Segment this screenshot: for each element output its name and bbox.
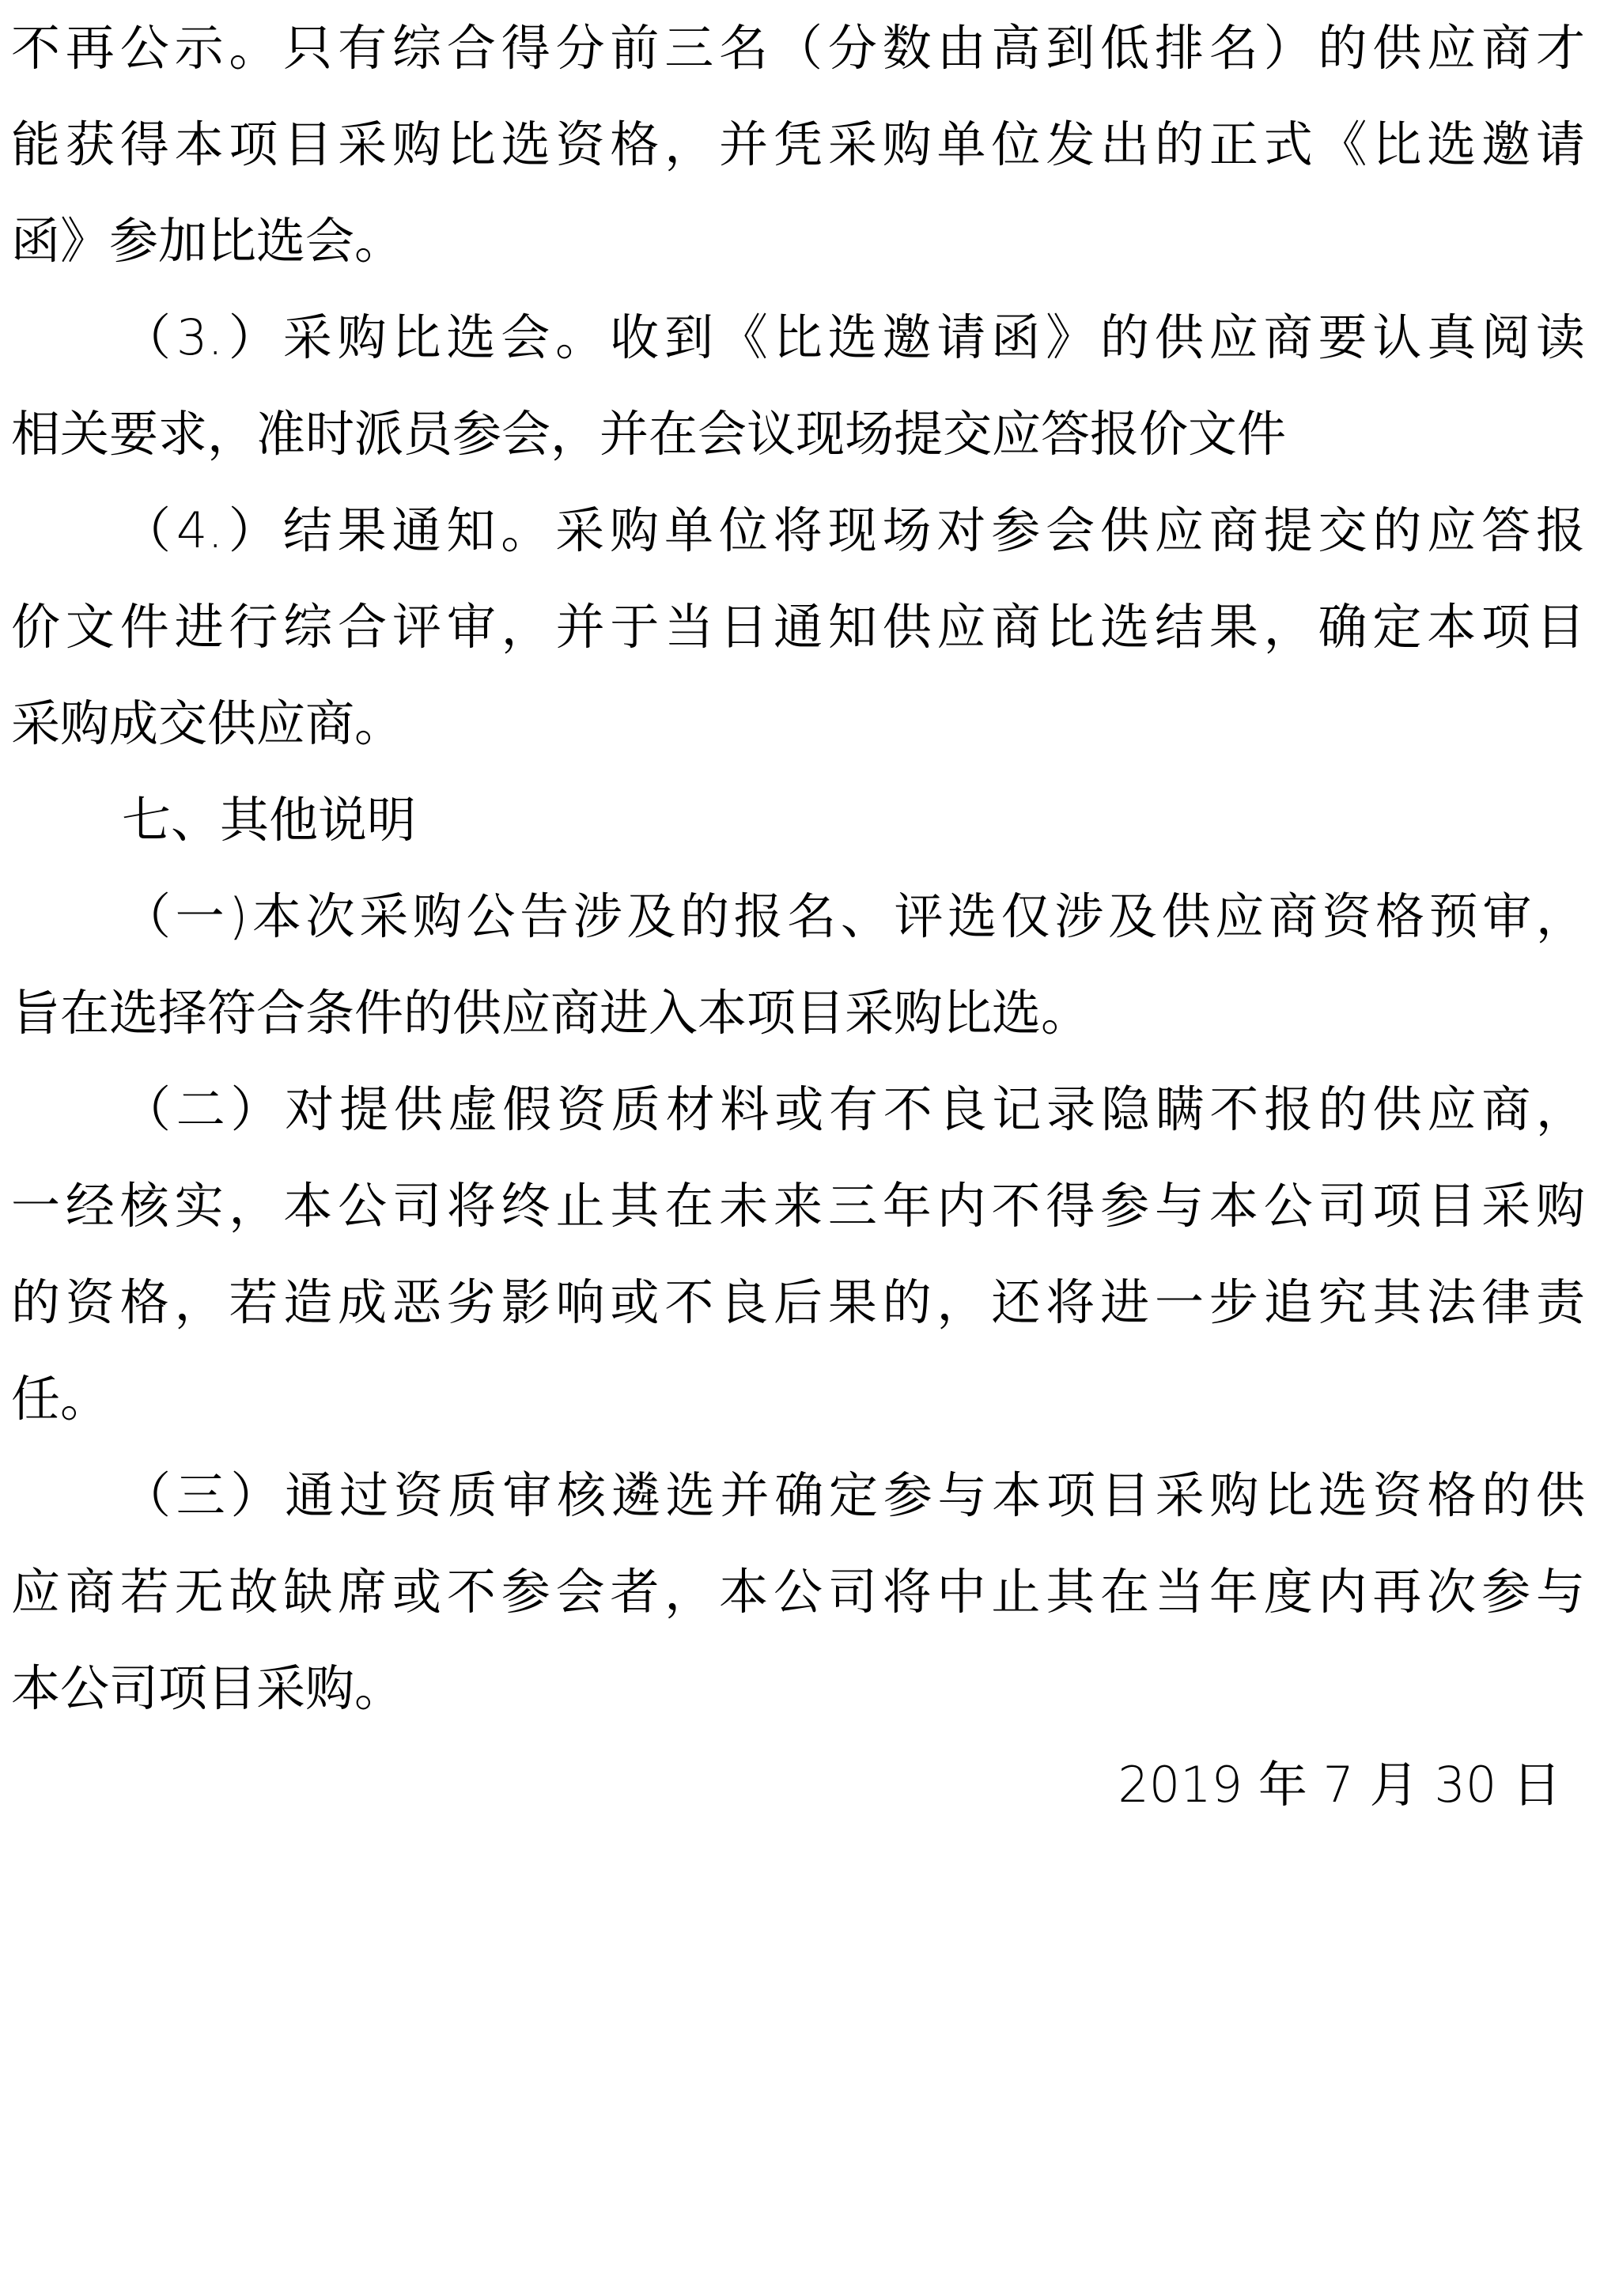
paragraph-line: 价文件进行综合评审，并于当日通知供应商比选结果，确定本项目 xyxy=(11,598,1585,656)
paragraph-line: （3.）采购比选会。收到《比选邀请函》的供应商要认真阅读 xyxy=(122,308,1585,366)
paragraph-line: 函》参加比选会。 xyxy=(11,212,404,270)
section-heading: 七、其他说明 xyxy=(122,791,417,849)
paragraph-line: 能获得本项目采购比选资格，并凭采购单位发出的正式《比选邀请 xyxy=(11,115,1585,173)
paragraph-line: （一)本次采购公告涉及的报名、评选仅涉及供应商资格预审， xyxy=(122,887,1585,945)
document-body xyxy=(11,0,1585,1833)
paragraph-line: 任。 xyxy=(11,1370,110,1428)
paragraph-line: （4.）结果通知。采购单位将现场对参会供应商提交的应答报 xyxy=(122,501,1585,559)
document-date: 2019 年 7 月 30 日 xyxy=(1118,1756,1561,1814)
paragraph-line: 一经核实，本公司将终止其在未来三年内不得参与本公司项目采购 xyxy=(11,1177,1585,1235)
paragraph-line: 不再公示。只有综合得分前三名（分数由高到低排名）的供应商才 xyxy=(11,19,1585,77)
paragraph-line: 相关要求，准时派员参会，并在会议现场提交应答报价文件 xyxy=(11,405,1287,463)
paragraph-line: 本公司项目采购。 xyxy=(11,1659,404,1717)
paragraph-line: 采购成交供应商。 xyxy=(11,694,404,752)
paragraph-line: 应商若无故缺席或不参会者，本公司将中止其在当年度内再次参与 xyxy=(11,1563,1585,1621)
paragraph-line: 旨在选择符合条件的供应商进入本项目采购比选。 xyxy=(11,984,1091,1042)
paragraph-line: （三）通过资质审核遴选并确定参与本项目采购比选资格的供 xyxy=(122,1466,1585,1524)
paragraph-line: （二）对提供虚假资质材料或有不良记录隐瞒不报的供应商， xyxy=(122,1080,1585,1138)
paragraph-line: 的资格，若造成恶劣影响或不良后果的，还将进一步追究其法律责 xyxy=(11,1273,1585,1331)
